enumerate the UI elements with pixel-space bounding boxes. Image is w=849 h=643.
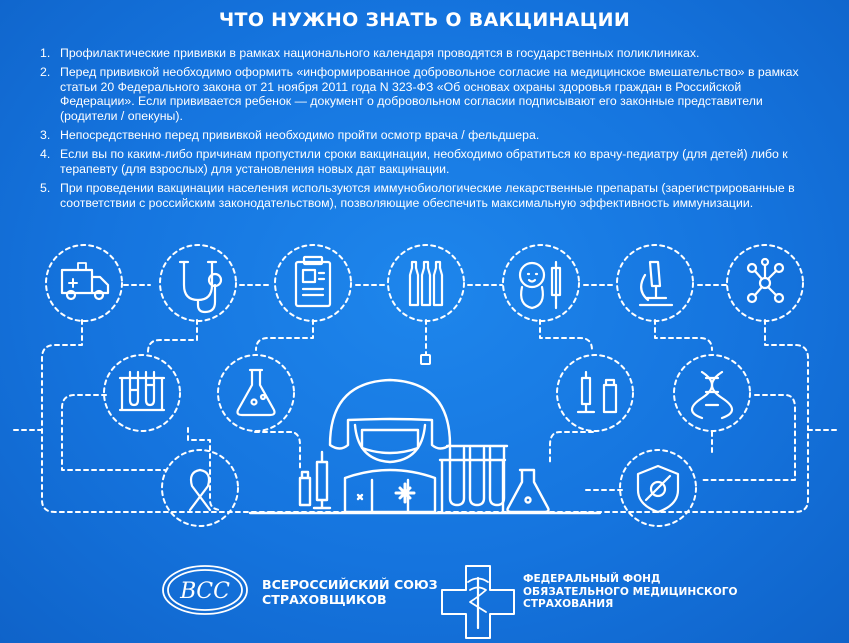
flask-icon — [238, 370, 275, 415]
doctor-illustration — [300, 380, 549, 512]
step-number: 1. — [40, 46, 51, 60]
step-text: Если вы по каким-либо причинам пропустили сроки вакцинации, необходимо обратиться ко врачу-педиатру (для детей) либо к терапевту (для взрослых) для установления новых дат вакцинации. — [60, 147, 788, 176]
page-title: ЧТО НУЖНО ЗНАТЬ О ВАКЦИНАЦИИ — [218, 9, 631, 31]
ffoms-logo-line2: ОБЯЗАТЕЛЬНОГО МЕДИЦИНСКОГО — [523, 585, 738, 598]
shield-virus-icon — [638, 466, 678, 512]
molecule-icon — [748, 259, 783, 302]
vss-logo-line1: ВСЕРОССИЙСКИЙ СОЮЗ — [262, 577, 438, 592]
step-text: Непосредственно перед прививкой необходимо пройти осмотр врача / фельдшера. — [60, 128, 540, 143]
ffoms-logo-text — [523, 573, 737, 611]
stethoscope-icon — [180, 262, 221, 312]
vaccine-vials-icon — [578, 372, 616, 412]
ampoules-icon — [410, 262, 442, 305]
step-text: Перед прививкой необходимо оформить «информированное добровольное согласие на медицинское вмешательство» в рамках статьи 20 Федерального закона от 21 ноября 2011 года N 323-ФЗ «Об основах охраны здоровья граждан в Российской Федерации». Если прививается ребенок — документ о добровольном согласии подписывают его законные представители (родители / опекуны). — [60, 65, 799, 123]
ffoms-logo-line1: ФЕДЕРАЛЬНЫЙ ФОНД — [523, 573, 661, 585]
medical-record-icon — [296, 257, 330, 306]
step-text: Профилактические прививки в рамках национального календаря проводятся в государственных поликлиниках. — [60, 46, 700, 60]
step-text: При проведении вакцинации населения используются иммунобиологические лекарственные препараты (зарегистрированные в соответствии с российским законодательством), позволяющие обеспечить максимальную эффективность иммунизации. — [60, 181, 795, 210]
vss-logo-line2: СТРАХОВЩИКОВ — [262, 592, 387, 607]
baby-syringe-icon — [520, 262, 560, 308]
dna-icon — [692, 372, 732, 418]
ffoms-logo-emblem — [442, 566, 514, 638]
test-tubes-icon — [120, 372, 164, 410]
microscope-icon — [640, 262, 672, 305]
vss-logo-monogram: ВСС — [180, 579, 230, 604]
connector-node — [421, 355, 430, 364]
step-number: 2. — [40, 65, 51, 80]
step-number: 4. — [40, 147, 51, 162]
step-number: 5. — [40, 181, 51, 196]
ambulance-icon — [62, 263, 108, 299]
icon-circles — [46, 245, 803, 526]
vss-logo-text — [262, 577, 438, 607]
ribbon-icon — [190, 470, 210, 510]
step-number: 3. — [40, 128, 51, 143]
ffoms-logo-line3: СТРАХОВАНИЯ — [523, 598, 614, 611]
